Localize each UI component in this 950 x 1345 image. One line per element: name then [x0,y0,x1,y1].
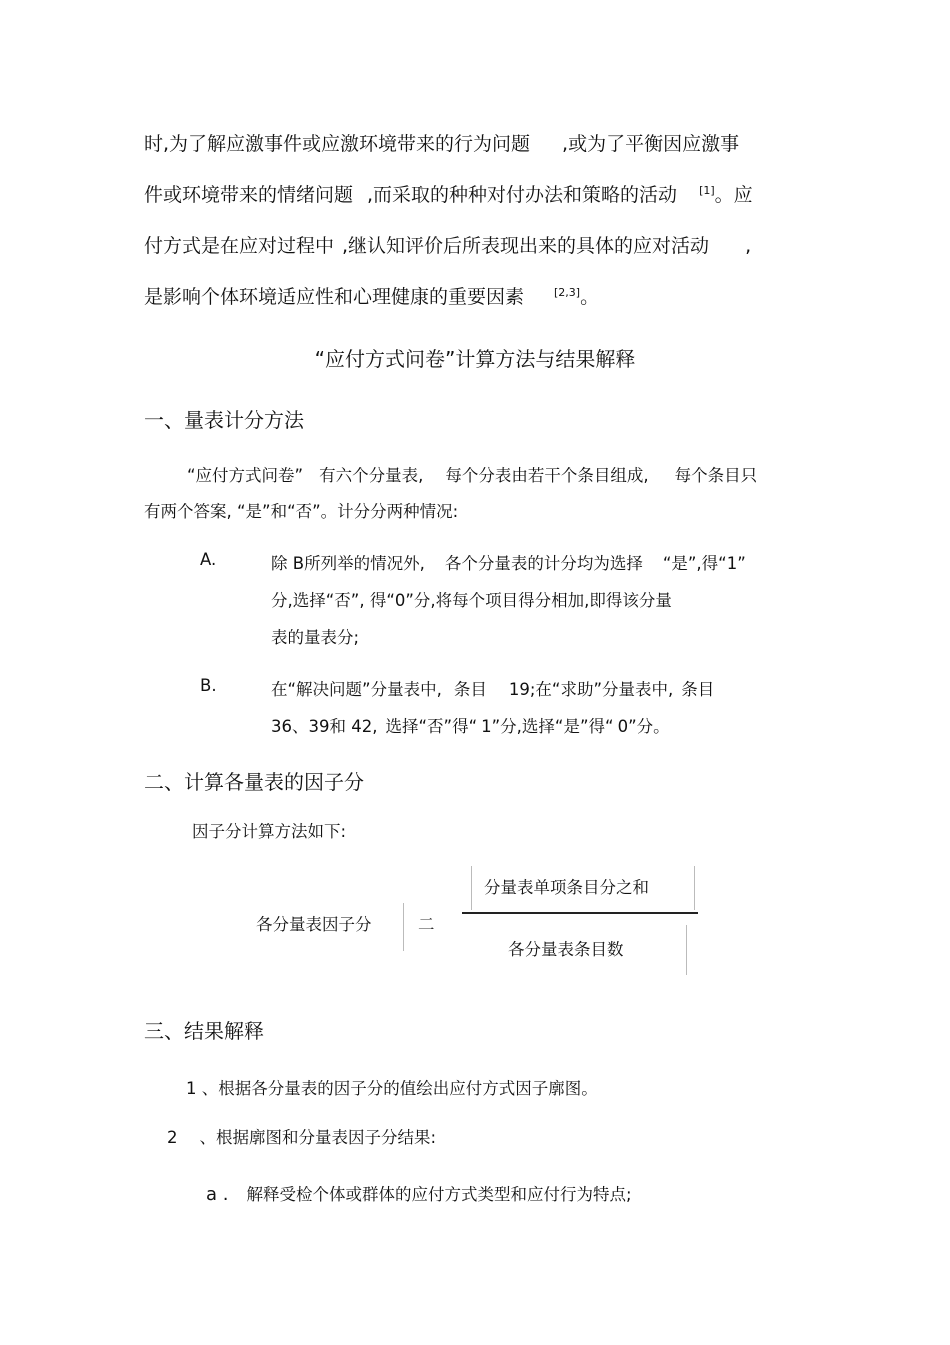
section-1-heading: 一、量表计分方法 [144,408,304,432]
formula-den-right-rule [686,925,687,975]
item-a-text-a: 除 B所列举的情况外, [271,554,425,573]
section-2-intro: 因子分计算方法如下: [192,822,347,841]
item-b-text-d: 条目 [681,680,715,699]
intro-line-3-text-a: 付方式是在应对过程中 [144,235,335,257]
result-item-1: 1 、根据各分量表的因子分的值绘出应付方式因子廓图。 [186,1079,598,1098]
section-2-heading: 二、计算各量表的因子分 [144,770,364,794]
para-text-b: 有六个分量表, [319,466,424,485]
item-b-text-c: 19;在“求助”分量表中, [508,680,674,699]
citation-ref-1[interactable]: [1] [699,184,715,197]
item-b-text-e: 36、39和 42, [271,717,378,736]
item-b-line-2 [271,713,670,737]
item-b-text-h: 0”分。 [617,717,670,736]
formula-divider-left [403,903,404,951]
result-sub-a [206,1181,632,1205]
item-a-line-2: 分,选择“否”, 得“0”分,将每个项目得分相加,即得该分量 [271,591,672,610]
item-a-line-3: 表的量表分; [271,628,360,647]
intro-line-3-text-b: ,继认知评价后所表现出来的具体的应对活动 [342,235,710,257]
result-item-2-number: 2 [167,1128,178,1147]
item-a-label: A. [200,550,217,569]
section-1-para-line-1 [187,462,757,486]
intro-line-4-text-b: 。 [580,286,600,308]
intro-line-4-text-a: 是影响个体环境适应性和心理健康的重要因素 [144,286,525,308]
document-title: “应付方式问卷”计算方法与结果解释 [314,347,636,371]
item-a-text-c: “是”,得“1” [662,554,746,573]
result-item-2-text: 、根据廓图和分量表因子分结果: [199,1128,437,1147]
item-b-text-a: 在“解决问题”分量表中, [271,680,442,699]
formula-fraction-bar [462,912,698,914]
result-sub-a-label: a . [206,1184,229,1205]
item-a-text-b: 各个分量表的计分均为选择 [444,554,643,573]
para-text-a: “应付方式问卷” [187,466,304,485]
formula-numerator: 分量表单项条目分之和 [484,878,649,897]
formula-num-left-rule [471,866,472,910]
intro-line-4 [144,282,599,309]
para-text-d: 每个条目只 [674,466,758,485]
item-b-label: B. [200,676,217,695]
formula-lhs: 各分量表因子分 [256,915,372,934]
intro-line-2-text-b: ,而采取的种种对付办法和策略的活动 [367,184,678,206]
intro-line-2-text-c: 。应 [714,184,753,206]
formula-num-right-rule [694,866,695,910]
intro-line-3-text-c: , [745,235,752,257]
item-b-text-g: 1”分,选择“是”得“ [481,717,614,736]
formula-equals: 二 [418,915,435,934]
intro-line-2-text-a: 件或环境带来的情绪问题 [144,184,354,206]
citation-ref-2-3[interactable]: [2,3] [554,286,581,299]
result-sub-a-text: 解释受检个体或群体的应付方式类型和应付行为特点; [246,1185,632,1204]
para-text-c: 每个分表由若干个条目组成, [445,466,649,485]
section-1-para-line-2: 有两个答案, “是”和“否”。计分分两种情况: [144,502,459,521]
section-3-heading: 三、结果解释 [144,1019,264,1043]
intro-line-1 [144,129,739,156]
item-b-line-1 [271,676,714,700]
intro-line-3 [144,231,751,258]
item-b-text-f: 选择“否”得“ [385,717,478,736]
item-b-text-b: 条目 [453,680,487,699]
result-item-2 [167,1124,436,1148]
intro-line-1-text-a: 时,为了解应激事件或应激环境带来的行为问题 [144,133,531,155]
item-a-line-1 [271,550,746,574]
intro-line-1-text-b: ,或为了平衡因应激事 [562,133,740,155]
formula-denominator: 各分量表条目数 [508,940,624,959]
intro-line-2 [144,180,753,207]
